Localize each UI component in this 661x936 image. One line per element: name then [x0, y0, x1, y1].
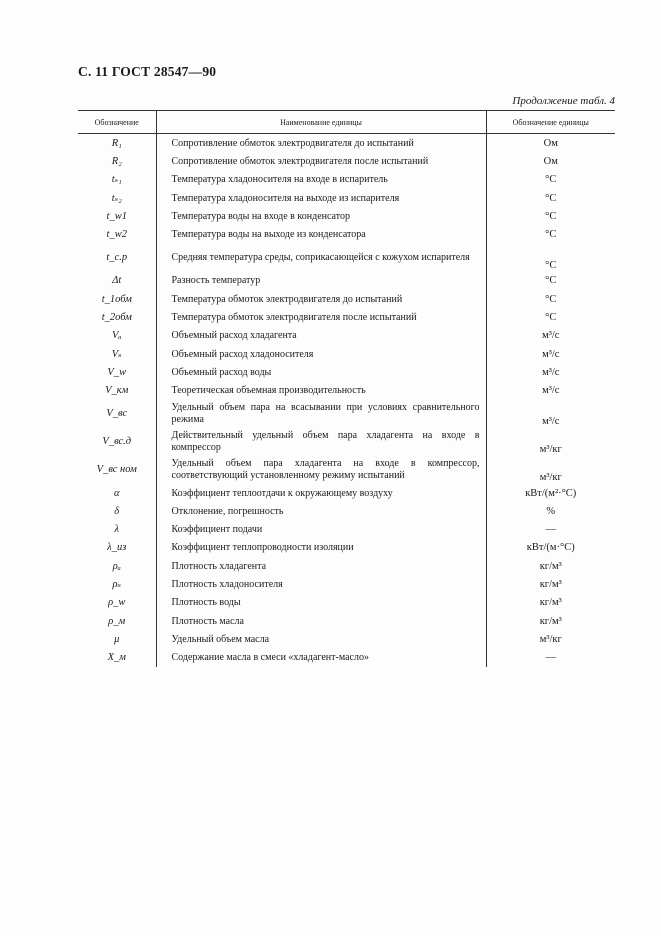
row-unit-name: Температура хладоносителя на выходе из испарителя [156, 189, 486, 207]
row-symbol: λ [114, 524, 120, 536]
row-unit-symbol: м³/с [542, 330, 560, 342]
row-symbol: V_w [107, 366, 127, 378]
row-symbol: V_км [105, 385, 129, 397]
row-symbol: ρ_w [108, 597, 126, 609]
row-unit-name: Удельный объем масла [156, 630, 486, 648]
table-row [78, 456, 615, 484]
row-unit-name: Плотность хладоносителя [156, 575, 486, 593]
row-unit-name: Коэффициент теплопроводности изоляции [156, 539, 486, 557]
row-unit-symbol: °С [545, 293, 557, 305]
row-unit-symbol: м³/с [542, 385, 560, 397]
row-unit-symbol: Ом [543, 137, 558, 149]
row-unit-name: Удельный объем пара на всасывании при условиях сравнительного режима [156, 400, 486, 428]
table-row [78, 520, 615, 538]
table-row [78, 612, 615, 630]
row-unit-symbol: м³/кг [539, 443, 562, 455]
row-unit-symbol: м³/кг [539, 633, 562, 645]
row-unit-name: Плотность воды [156, 594, 486, 612]
row-unit-name: Температура хладоносителя на входе в испаритель [156, 171, 486, 189]
table-row [78, 345, 615, 363]
row-unit-name: Объемный расход хладоносителя [156, 345, 486, 363]
row-symbol: tₛ₂ [111, 192, 122, 204]
table-row [78, 308, 615, 326]
row-unit-name: Температура обмоток электродвигателя после испытаний [156, 308, 486, 326]
table-row [78, 134, 615, 153]
row-unit-name: Сопротивление обмоток электродвигателя после испытаний [156, 152, 486, 170]
table-row [78, 244, 615, 272]
row-symbol: α [113, 487, 120, 499]
row-symbol: t_w2 [106, 229, 127, 241]
table-row [78, 272, 615, 290]
row-unit-symbol: кВт/(м²·°С) [525, 487, 577, 499]
row-symbol: t_2обм [101, 312, 132, 324]
continuation-note: Продолжение табл. 4 [512, 95, 615, 107]
table-row [78, 594, 615, 612]
row-unit-name: Теоретическая объемная производительность [156, 382, 486, 400]
row-unit-name: Температура воды на входе в конденсатор [156, 207, 486, 225]
header-unit-symbol: Обозначение единицы [486, 111, 615, 134]
row-symbol: t_с.р [106, 252, 128, 264]
row-unit-symbol: м³/с [542, 415, 560, 427]
row-unit-symbol: м³/с [542, 348, 560, 360]
row-unit-symbol: % [546, 505, 556, 517]
row-unit-symbol: — [545, 524, 556, 536]
table-row [78, 649, 615, 667]
table-row [78, 502, 615, 520]
row-unit-symbol: °С [545, 192, 557, 204]
header-symbol: Обозначение [78, 111, 156, 134]
table-row [78, 207, 615, 225]
table-row [78, 400, 615, 428]
table-row [78, 363, 615, 381]
row-symbol: tₛ₁ [111, 174, 122, 186]
row-unit-symbol: — [545, 652, 556, 664]
row-symbol: V_вс ном [96, 464, 137, 476]
table-row [78, 557, 615, 575]
row-unit-name: Содержание масла в смеси «хладагент-масло» [156, 649, 486, 667]
row-symbol: R₂ [111, 155, 122, 167]
header-unit-name: Наименование единицы [156, 111, 486, 134]
table-row [78, 171, 615, 189]
row-unit-name: Температура обмоток электродвигателя до испытаний [156, 290, 486, 308]
table-row [78, 152, 615, 170]
table-row [78, 382, 615, 400]
row-unit-symbol: кг/м³ [539, 597, 562, 609]
row-symbol: μ [114, 633, 120, 645]
row-unit-symbol: Ом [543, 155, 558, 167]
row-unit-name: Коэффициент теплоотдачи к окружающему воздуху [156, 484, 486, 502]
row-unit-name: Объемный расход хладагента [156, 327, 486, 345]
row-unit-symbol: кг/м³ [539, 578, 562, 590]
row-unit-name: Плотность хладагента [156, 557, 486, 575]
row-unit-symbol: °С [545, 312, 557, 324]
row-unit-symbol: кг/м³ [539, 560, 562, 572]
row-symbol: V_вс.д [102, 436, 132, 448]
table-row [78, 428, 615, 456]
row-unit-name: Удельный объем пара хладагента на входе в компрессор, соответствующий установленному режиму испытаний [156, 456, 486, 484]
page-header: С. 11 ГОСТ 28547—90 [78, 64, 217, 79]
row-unit-symbol: м³/кг [539, 471, 562, 483]
row-unit-symbol: м³/с [542, 366, 560, 378]
units-table [78, 110, 615, 667]
table-header-row [78, 111, 615, 134]
row-symbol: R₁ [111, 137, 122, 149]
row-symbol: X_м [107, 652, 126, 664]
table-row [78, 539, 615, 557]
table-row [78, 327, 615, 345]
row-symbol: ρ_м [108, 615, 126, 627]
row-unit-name: Коэффициент подачи [156, 520, 486, 538]
row-unit-symbol: кг/м³ [539, 615, 562, 627]
row-symbol: ρₛ [112, 578, 122, 590]
row-unit-symbol: °С [545, 275, 557, 287]
row-unit-symbol: °С [545, 229, 557, 241]
row-symbol: Δt [112, 275, 122, 287]
table-row [78, 225, 615, 243]
row-symbol: δ [114, 505, 120, 517]
row-unit-name: Температура воды на выходе из конденсатора [156, 225, 486, 243]
row-unit-name: Объемный расход воды [156, 363, 486, 381]
table-row [78, 630, 615, 648]
table-row [78, 575, 615, 593]
row-unit-symbol: °С [545, 210, 557, 222]
row-unit-name: Разность температур [156, 272, 486, 290]
row-unit-name: Отклонение, погрешность [156, 502, 486, 520]
row-symbol: Vₛ [111, 348, 122, 360]
row-unit-symbol: кВт/(м·°С) [526, 542, 575, 554]
row-unit-name: Плотность масла [156, 612, 486, 630]
row-symbol: V_вс [106, 408, 128, 420]
row-unit-name: Средняя температура среды, соприкасающейся с кожухом испарителя [156, 244, 486, 272]
row-symbol: λ_из [107, 542, 127, 554]
table-row [78, 484, 615, 502]
row-symbol: t_w1 [106, 210, 127, 222]
row-symbol: t_1обм [101, 293, 132, 305]
table-row [78, 290, 615, 308]
row-unit-symbol: °С [545, 259, 557, 271]
table-row [78, 189, 615, 207]
row-symbol: ρₐ [112, 560, 121, 572]
row-unit-name: Сопротивление обмоток электродвигателя до испытаний [156, 134, 486, 153]
row-symbol: Vₐ [112, 330, 122, 342]
row-unit-name: Действительный удельный объем пара хладагента на входе в компрессор [156, 428, 486, 456]
row-unit-symbol: °С [545, 174, 557, 186]
units-table-container [78, 110, 615, 667]
